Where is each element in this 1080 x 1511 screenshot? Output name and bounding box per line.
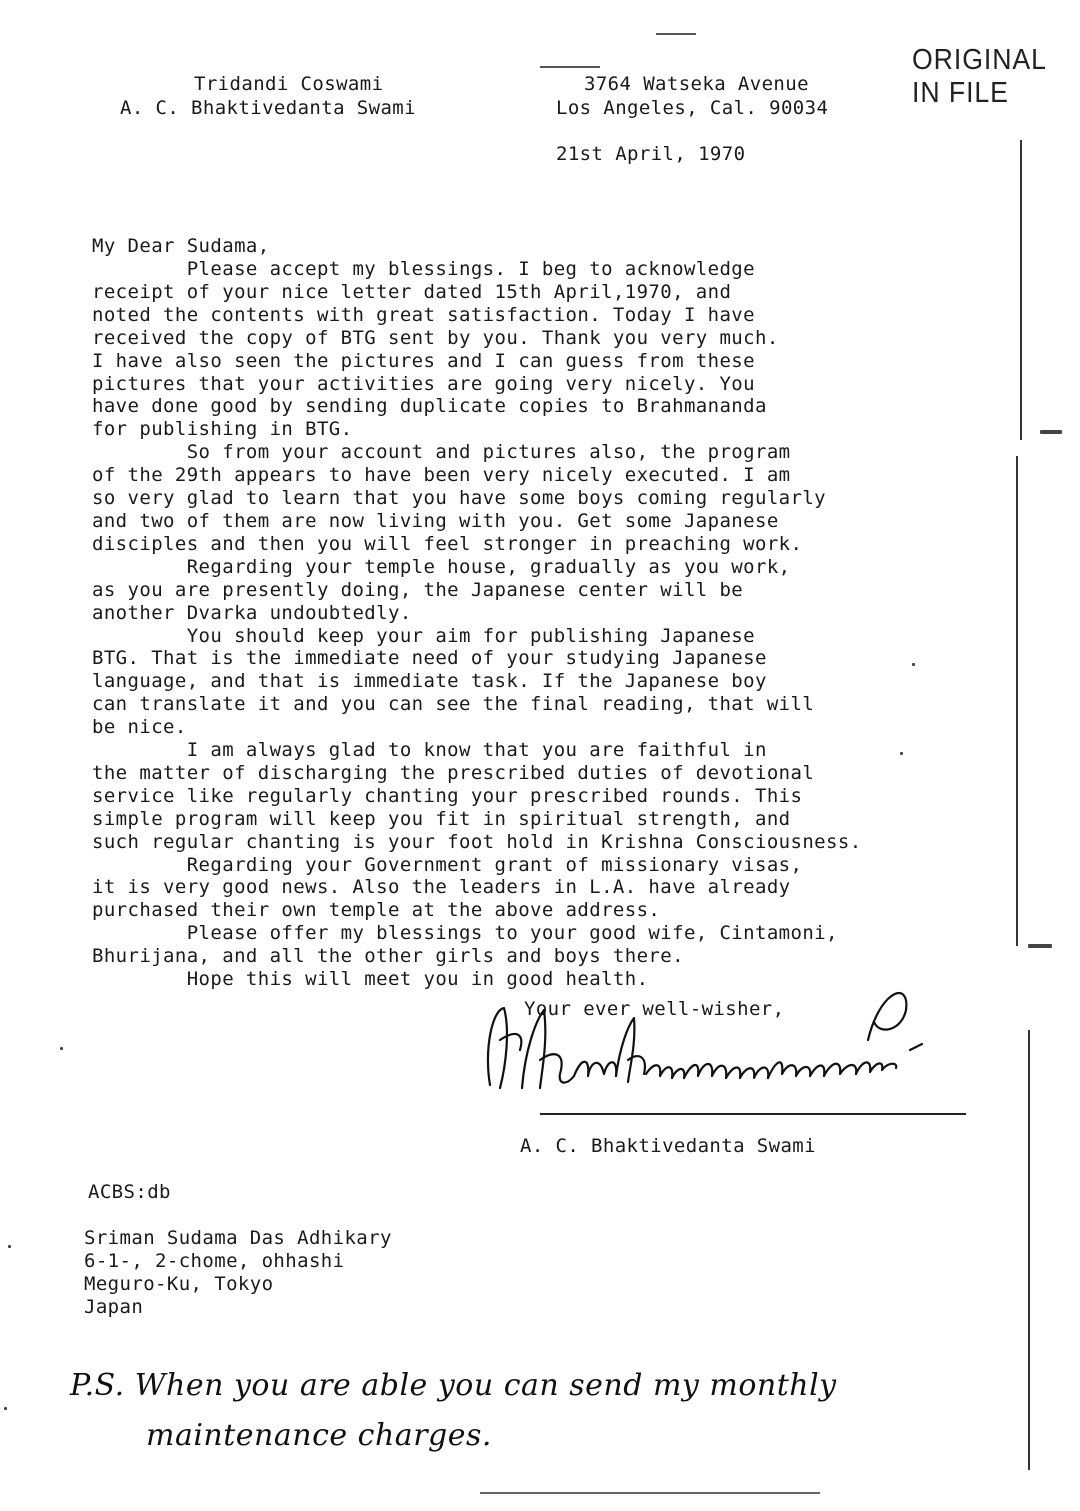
body-line: Regarding your temple house, gradually as you work,	[92, 555, 791, 578]
body-line: simple program will keep you fit in spiritual strength, and	[92, 807, 791, 830]
recipient-address-2: Meguro-Ku, Tokyo	[84, 1273, 274, 1295]
body-line: it is very good news. Also the leaders in L.A. have already	[92, 876, 791, 899]
original-in-file-stamp	[912, 44, 1047, 110]
scan-mark	[1040, 430, 1062, 434]
recipient-address-1: 6-1-, 2-chome, ohhashi	[84, 1250, 345, 1272]
body-line: Hope this will meet you in good health.	[92, 968, 649, 991]
scan-mark	[656, 33, 696, 35]
body-line: noted the contents with great satisfaction. Today I have	[92, 303, 755, 326]
typist-initials: ACBS:db	[88, 1181, 171, 1203]
body-line: can translate it and you can see the final reading, that will	[92, 693, 815, 716]
postscript-line-2: maintenance charges.	[146, 1418, 492, 1453]
letter-body	[92, 258, 862, 991]
recipient-name: Sriman Sudama Das Adhikary	[84, 1227, 392, 1249]
scan-mark	[900, 752, 903, 755]
scan-mark	[4, 1407, 7, 1410]
body-line: I have also seen the pictures and I can guess from these	[92, 349, 755, 372]
body-line: disciples and then you will feel stronger in preaching work.	[92, 532, 803, 555]
body-line: receipt of your nice letter dated 15th April,1970, and	[92, 280, 732, 303]
signature-typed: A. C. Bhaktivedanta Swami	[520, 1135, 816, 1157]
body-line: pictures that your activities are going very nicely. You	[92, 372, 755, 395]
body-line: and two of them are now living with you. Get some Japanese	[92, 509, 779, 532]
body-line: of the 29th appears to have been very nicely executed. I am	[92, 464, 791, 487]
recipient-country: Japan	[84, 1296, 144, 1318]
body-line: service like regularly chanting your prescribed rounds. This	[92, 784, 803, 807]
body-line: Regarding your Government grant of missionary visas,	[92, 853, 803, 876]
body-line: language, and that is immediate task. If the Japanese boy	[92, 670, 767, 693]
body-line: have done good by sending duplicate copies to Brahmananda	[92, 395, 767, 418]
letterhead-title: Tridandi Coswami	[194, 73, 384, 95]
letter-date: 21st April, 1970	[556, 143, 746, 165]
body-line: You should keep your aim for publishing Japanese	[92, 624, 755, 647]
body-line: as you are presently doing, the Japanese center will be	[92, 578, 744, 601]
body-line: received the copy of BTG sent by you. Thank you very much.	[92, 326, 779, 349]
body-line: for publishing in BTG.	[92, 418, 353, 441]
body-line: purchased their own temple at the above address.	[92, 899, 661, 922]
body-line: Please offer my blessings to your good wife, Cintamoni,	[92, 922, 838, 945]
postscript-line-1: P.S. When you are able you can send my monthly	[70, 1368, 837, 1403]
letterhead-street: 3764 Watseka Avenue	[584, 73, 809, 95]
body-line: the matter of discharging the prescribed duties of devotional	[92, 761, 815, 784]
letterhead-name: A. C. Bhaktivedanta Swami	[120, 97, 416, 119]
salutation: My Dear Sudama,	[92, 235, 270, 257]
scan-mark	[912, 663, 915, 666]
scan-mark	[1028, 944, 1052, 948]
right-margin-rule	[1028, 1030, 1030, 1470]
scan-mark	[60, 1047, 63, 1050]
body-line: such regular chanting is your foot hold in Krishna Consciousness.	[92, 830, 862, 853]
body-line: BTG. That is the immediate need of your studying Japanese	[92, 647, 767, 670]
scan-mark	[8, 1245, 11, 1248]
body-line: another Dvarka undoubtedly.	[92, 601, 412, 624]
letterhead-city: Los Angeles, Cal. 90034	[556, 97, 829, 119]
right-margin-rule	[1020, 140, 1022, 440]
body-line: so very glad to learn that you have some boys coming regularly	[92, 487, 827, 510]
right-margin-rule	[1016, 456, 1018, 946]
stamp-line-1: ORIGINAL	[912, 44, 1047, 76]
stamp-line-2: IN FILE	[912, 77, 1009, 109]
body-line: Bhurijana, and all the other girls and boys there.	[92, 945, 684, 968]
signature-line	[540, 1113, 966, 1115]
closing: Your ever well-wisher,	[524, 998, 785, 1020]
body-line: Please accept my blessings. I beg to acknowledge	[92, 258, 755, 280]
body-line: I am always glad to know that you are faithful in	[92, 739, 767, 762]
scan-mark	[480, 1492, 820, 1494]
body-line: be nice.	[92, 716, 187, 739]
body-line: So from your account and pictures also, the program	[92, 441, 791, 464]
scan-mark	[540, 66, 600, 68]
signature-scribble	[470, 970, 950, 1110]
